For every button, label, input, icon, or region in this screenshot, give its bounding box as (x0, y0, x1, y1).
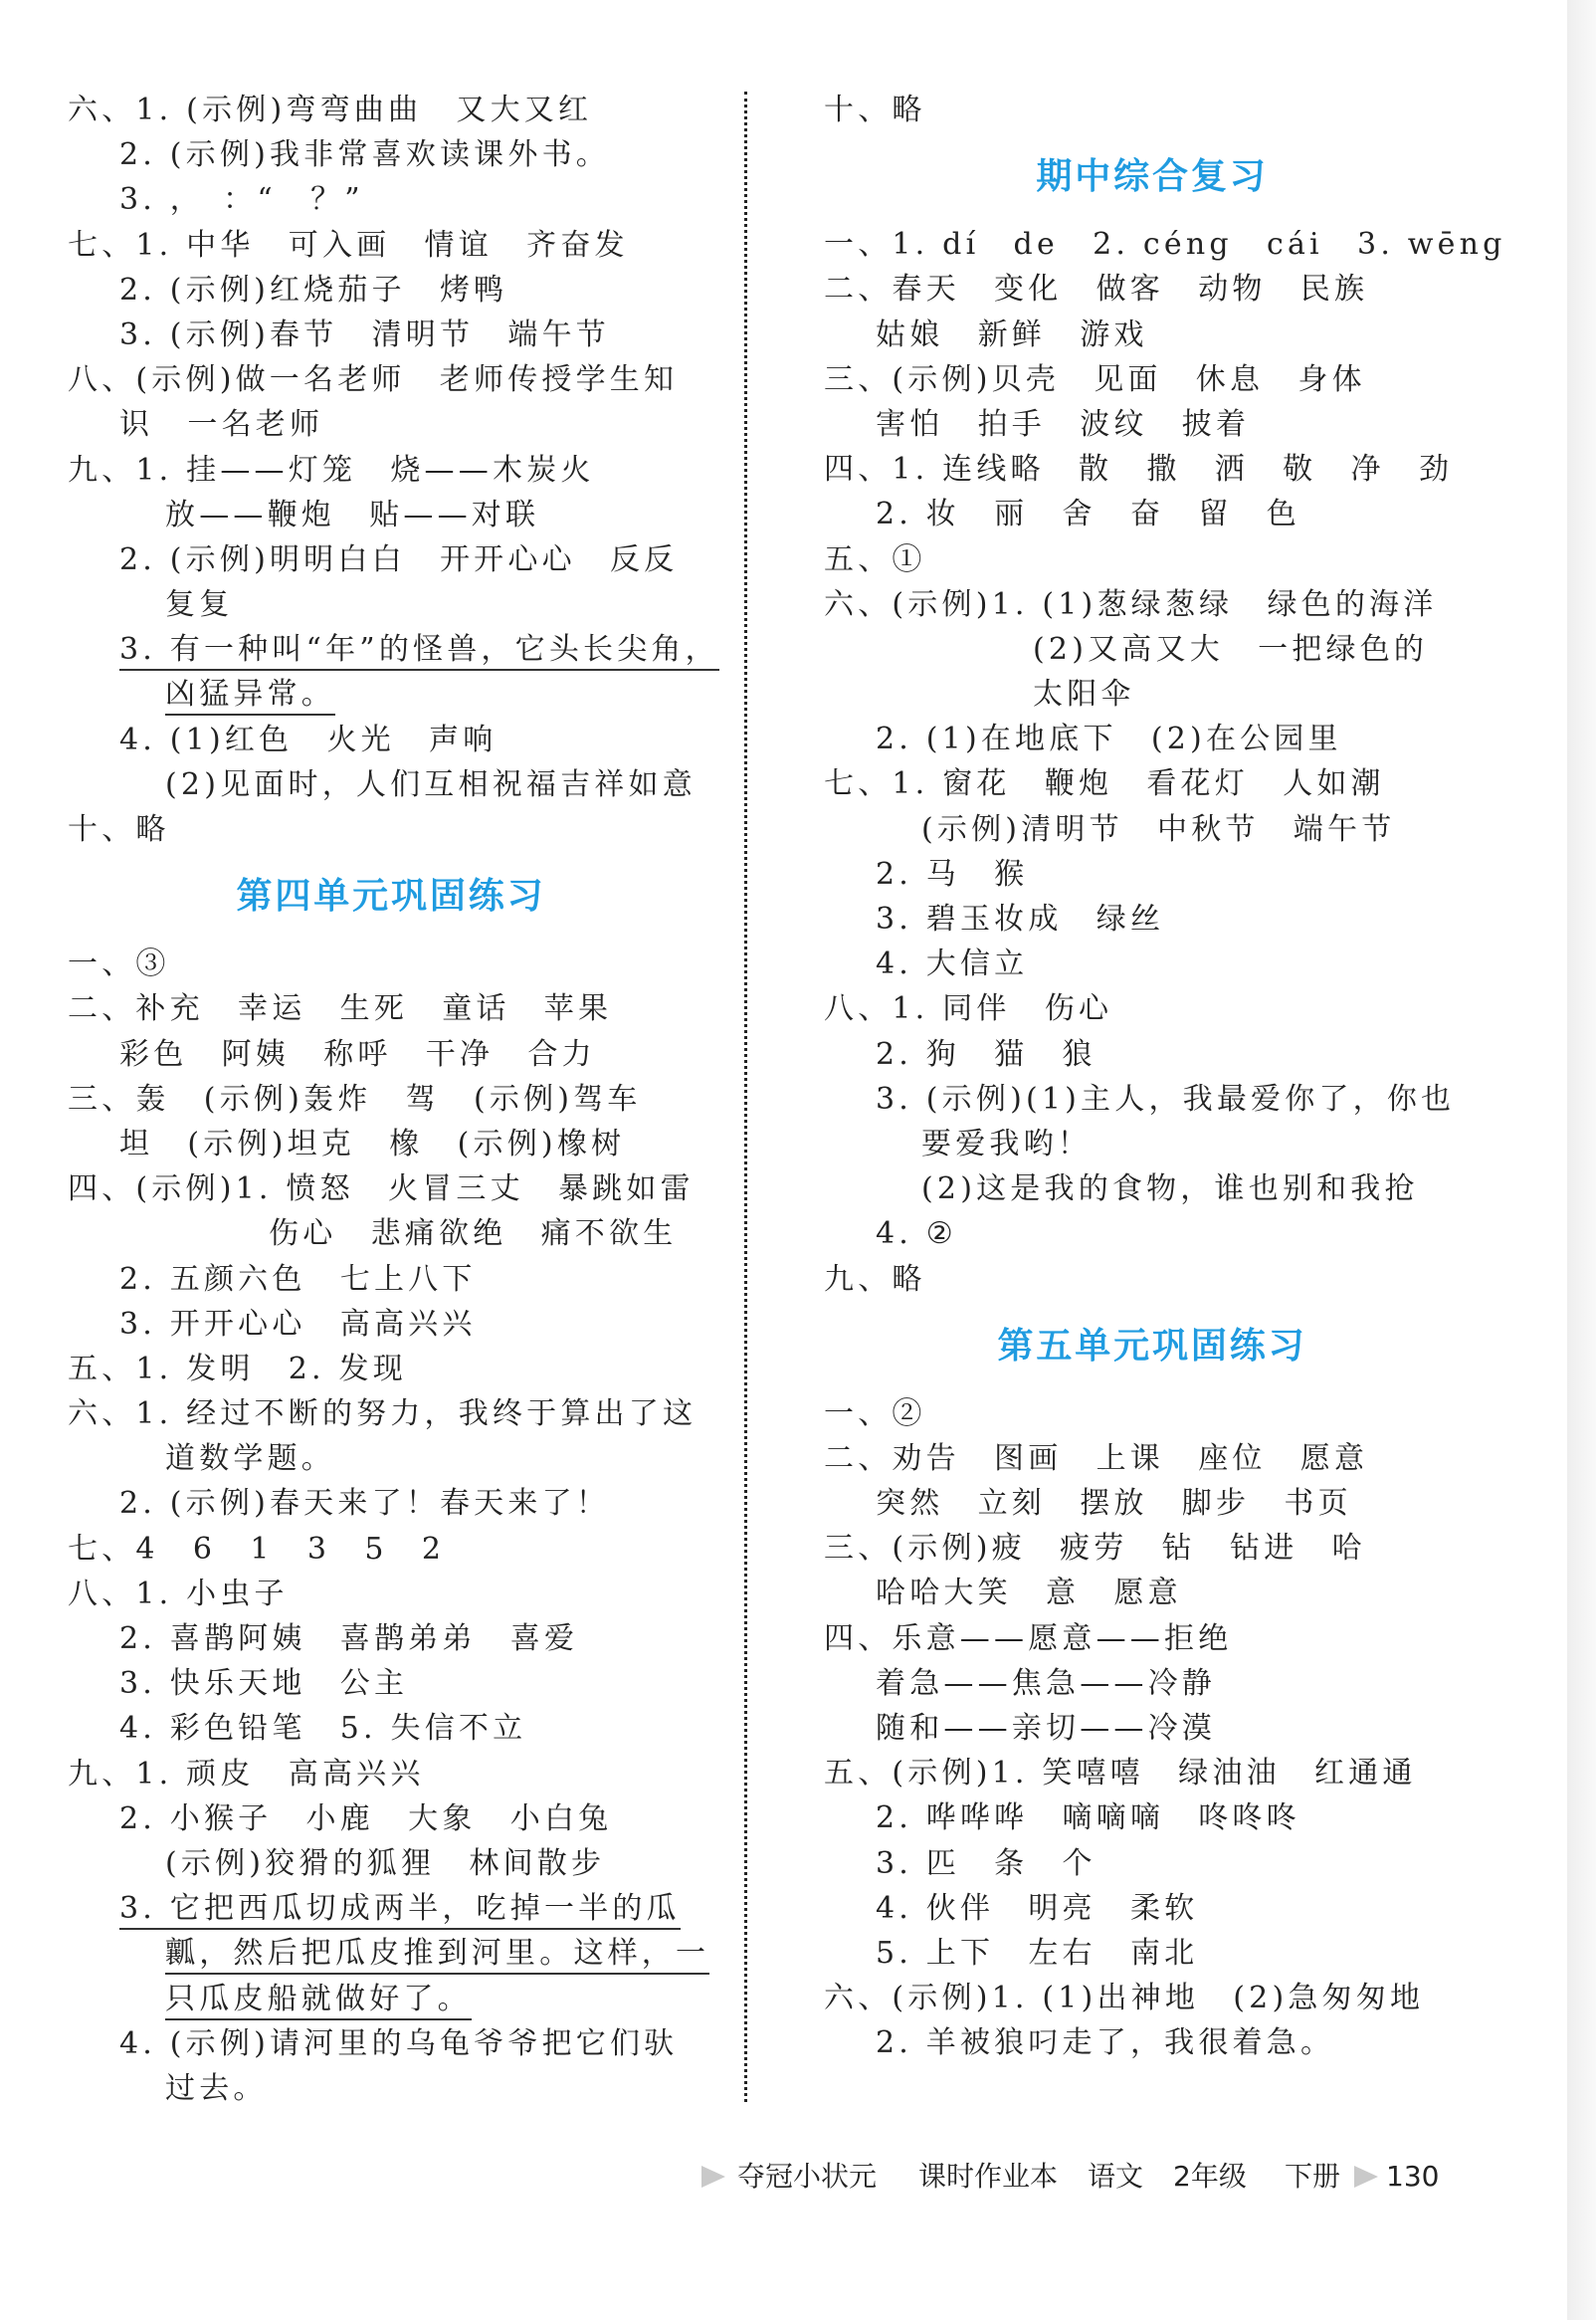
answer-line: 3. (示例)春节 清明节 端午节 (119, 316, 610, 352)
answer-line: 4. 伙伴 明亮 柔软 (876, 1890, 1199, 1926)
answer-line: 识 一名老师 (119, 407, 324, 443)
answer-line: 姑娘 新鲜 游戏 (876, 316, 1148, 352)
answer-line (68, 1977, 714, 2021)
answer-line: 突然 立刻 摆放 脚步 书页 (876, 1486, 1352, 1522)
answer-line: 2. 马 猴 (876, 856, 1029, 892)
footer-volume: 下册 (1285, 2160, 1341, 2193)
answer-line: 八、(示例)做一名老师 老师传授学生知 (68, 362, 679, 398)
answer-line: 3. ， ：“ ？” (119, 182, 364, 218)
answer-line: 七、4 6 1 3 5 2 (68, 1531, 446, 1567)
answer-line: 四、(示例)1. 愤怒 火冒三丈 暴跳如雷 (68, 1171, 695, 1207)
answer-line: 要爱我哟！ (921, 1126, 1092, 1161)
section-heading: 第五单元巩固练习 (997, 1325, 1307, 1367)
answer-line: (示例)狡猾的狐狸 林间散步 (165, 1845, 606, 1881)
answer-line (68, 672, 714, 717)
answer-line: 五、① (824, 541, 926, 577)
answer-line: 八、1. 小虫子 (68, 1576, 289, 1611)
underlined-answer: 3. 它把西瓜切成两半，吃掉一半的瓜 (119, 1891, 681, 1930)
answer-line: 三、(示例)贝壳 见面 休息 身体 (824, 361, 1366, 397)
answer-line: (2)又高又大 一把绿色的 (1033, 631, 1429, 667)
answer-line: 2. 妆 丽 舍 奋 留 色 (876, 497, 1300, 532)
answer-line: 四、乐意——愿意——拒绝 (824, 1620, 1233, 1656)
answer-line: 4. ② (876, 1216, 957, 1252)
section-heading: 第四单元巩固练习 (236, 876, 546, 918)
underlined-answer: 凶猛异常。 (165, 677, 335, 716)
answer-line: 随和——亲切——冷漠 (876, 1711, 1216, 1746)
underlined-answer: 瓤，然后把瓜皮推到河里。这样，一 (165, 1936, 709, 1975)
answer-line: 六、(示例)1. (1)葱绿葱绿 绿色的海洋 (824, 586, 1438, 622)
answer-line: (示例)清明节 中秋节 端午节 (921, 811, 1396, 847)
page-number: 130 (1386, 2160, 1440, 2193)
section-heading: 期中综合复习 (1036, 156, 1269, 198)
answer-line: 太阳伞 (1033, 677, 1135, 713)
answer-line: 五、1. 发明 2. 发现 (68, 1351, 407, 1386)
answer-line: 4. (1)红色 火光 声响 (119, 722, 498, 757)
answer-line: 复复 (165, 587, 234, 623)
answer-line: 九、略 (824, 1261, 926, 1297)
answer-line: 3. 开开心心 高高兴兴 (119, 1306, 477, 1342)
footer-book: 课时作业本 (918, 2160, 1059, 2193)
answer-line: 六、1. 经过不断的努力，我终于算出了这 (68, 1396, 698, 1432)
answer-line: 3. 碧玉妆成 绿丝 (876, 902, 1165, 937)
answer-line: 2. (1)在地底下 (2)在公园里 (876, 722, 1342, 757)
footer-grade: 2年级 (1173, 2160, 1247, 2193)
arrow-icon (1354, 2166, 1378, 2188)
answer-line: 一、③ (68, 947, 170, 982)
answer-line: 4. 大信立 (876, 947, 1029, 982)
answer-line: 2. 狗 猫 狼 (876, 1036, 1097, 1072)
answer-line: 放——鞭炮 贴——对联 (165, 497, 540, 532)
answer-line: 2. 喜鹊阿姨 喜鹊弟弟 喜爱 (119, 1621, 579, 1656)
answer-line: 哈哈大笑 意 愿意 (876, 1576, 1182, 1611)
answer-line: 2. 小猴子 小鹿 大象 小白兔 (119, 1800, 613, 1836)
answer-line (68, 627, 719, 672)
answer-line: 2. 五颜六色 七上八下 (119, 1261, 477, 1297)
footer-subject: 语文 (1088, 2160, 1144, 2193)
answer-line: 2. (示例)春天来了！春天来了！ (119, 1486, 610, 1522)
answer-line: 2. 羊被狼叼走了，我很着急。 (876, 2025, 1335, 2061)
right-column (824, 88, 1506, 2066)
answer-line: 八、1. 同伴 伤心 (824, 991, 1113, 1027)
answer-line: 三、轰 (示例)轰炸 驾 (示例)驾车 (68, 1081, 642, 1117)
answer-line: 一、1. dí de 2. céng cái 3. wēng (824, 227, 1506, 263)
answer-line: (2)这是我的食物，谁也别和我抢 (921, 1171, 1419, 1207)
answer-line: 着急——焦急——冷静 (876, 1665, 1216, 1701)
answer-line: 害怕 拍手 波纹 披着 (876, 406, 1251, 442)
answer-line: 2. 哗哗哗 嘀嘀嘀 咚咚咚 (876, 1800, 1300, 1836)
answer-line: 四、1. 连线略 散 撒 洒 敬 净 劲 (824, 452, 1454, 488)
arrow-icon (701, 2166, 725, 2188)
answer-line: 十、略 (824, 93, 926, 127)
answer-line (68, 1931, 714, 1976)
answer-line: 二、春天 变化 做客 动物 民族 (824, 272, 1369, 308)
answer-line: (2)见面时，人们互相祝福吉祥如意 (165, 766, 697, 802)
underlined-answer: 3. 有一种叫“年”的怪兽，它头长尖角， (119, 632, 719, 671)
answer-line: 2. (示例)明明白白 开开心心 反反 (119, 541, 679, 577)
answer-line: 九、1. 挂——灯笼 烧——木炭火 (68, 452, 595, 488)
answer-line: 六、(示例)1. (1)出神地 (2)急匆匆地 (824, 1981, 1425, 2016)
answer-line: 二、补充 幸运 生死 童话 苹果 (68, 991, 613, 1027)
answer-line: 4. (示例)请河里的乌龟爷爷把它们驮 (119, 2025, 679, 2061)
answer-line: 坦 (示例)坦克 橡 (示例)橡树 (119, 1126, 626, 1161)
answer-line: 3. (示例)(1)主人，我最爱你了，你也 (876, 1081, 1456, 1117)
footer-brand: 夺冠小状元 (737, 2160, 878, 2193)
answer-line: 2. (示例)红烧茄子 烤鸭 (119, 272, 508, 308)
answer-line: 伤心 悲痛欲绝 痛不欲生 (269, 1216, 678, 1252)
answer-line: 十、略 (68, 812, 170, 847)
answer-line: 彩色 阿姨 称呼 干净 合力 (119, 1036, 596, 1072)
left-column (68, 88, 719, 2111)
underlined-answer: 只瓜皮船就做好了。 (165, 1982, 472, 2020)
answer-line: 2. (示例)我非常喜欢读课外书。 (119, 137, 610, 173)
answer-line: 道数学题。 (165, 1441, 335, 1477)
answer-line: 五、(示例)1. 笑嘻嘻 绿油油 红通通 (824, 1756, 1417, 1792)
answer-line: 二、劝告 图画 上课 座位 愿意 (824, 1440, 1369, 1476)
answer-line: 三、(示例)疲 疲劳 钻 钻进 哈 (824, 1531, 1366, 1567)
answer-line: 4. 彩色铅笔 5. 失信不立 (119, 1711, 527, 1747)
column-divider (744, 92, 747, 2102)
answer-line: 七、1. 中华 可入画 情谊 齐奋发 (68, 227, 629, 263)
page-edge-shadow (1567, 0, 1596, 2320)
page-footer (701, 2154, 1468, 2200)
answer-line: 3. 匹 条 个 (876, 1845, 1097, 1881)
answer-line: 九、1. 顽皮 高高兴兴 (68, 1756, 425, 1792)
answer-line: 七、1. 窗花 鞭炮 看花灯 人如潮 (824, 766, 1385, 802)
answer-line: 5. 上下 左右 南北 (876, 1935, 1199, 1971)
answer-line: 3. 快乐天地 公主 (119, 1666, 409, 1702)
answer-line: 过去。 (165, 2070, 268, 2106)
answer-line: 一、② (824, 1395, 926, 1431)
answer-line: 六、1. (示例)弯弯曲曲 又大又红 (68, 93, 593, 127)
answer-line (68, 1886, 714, 1931)
